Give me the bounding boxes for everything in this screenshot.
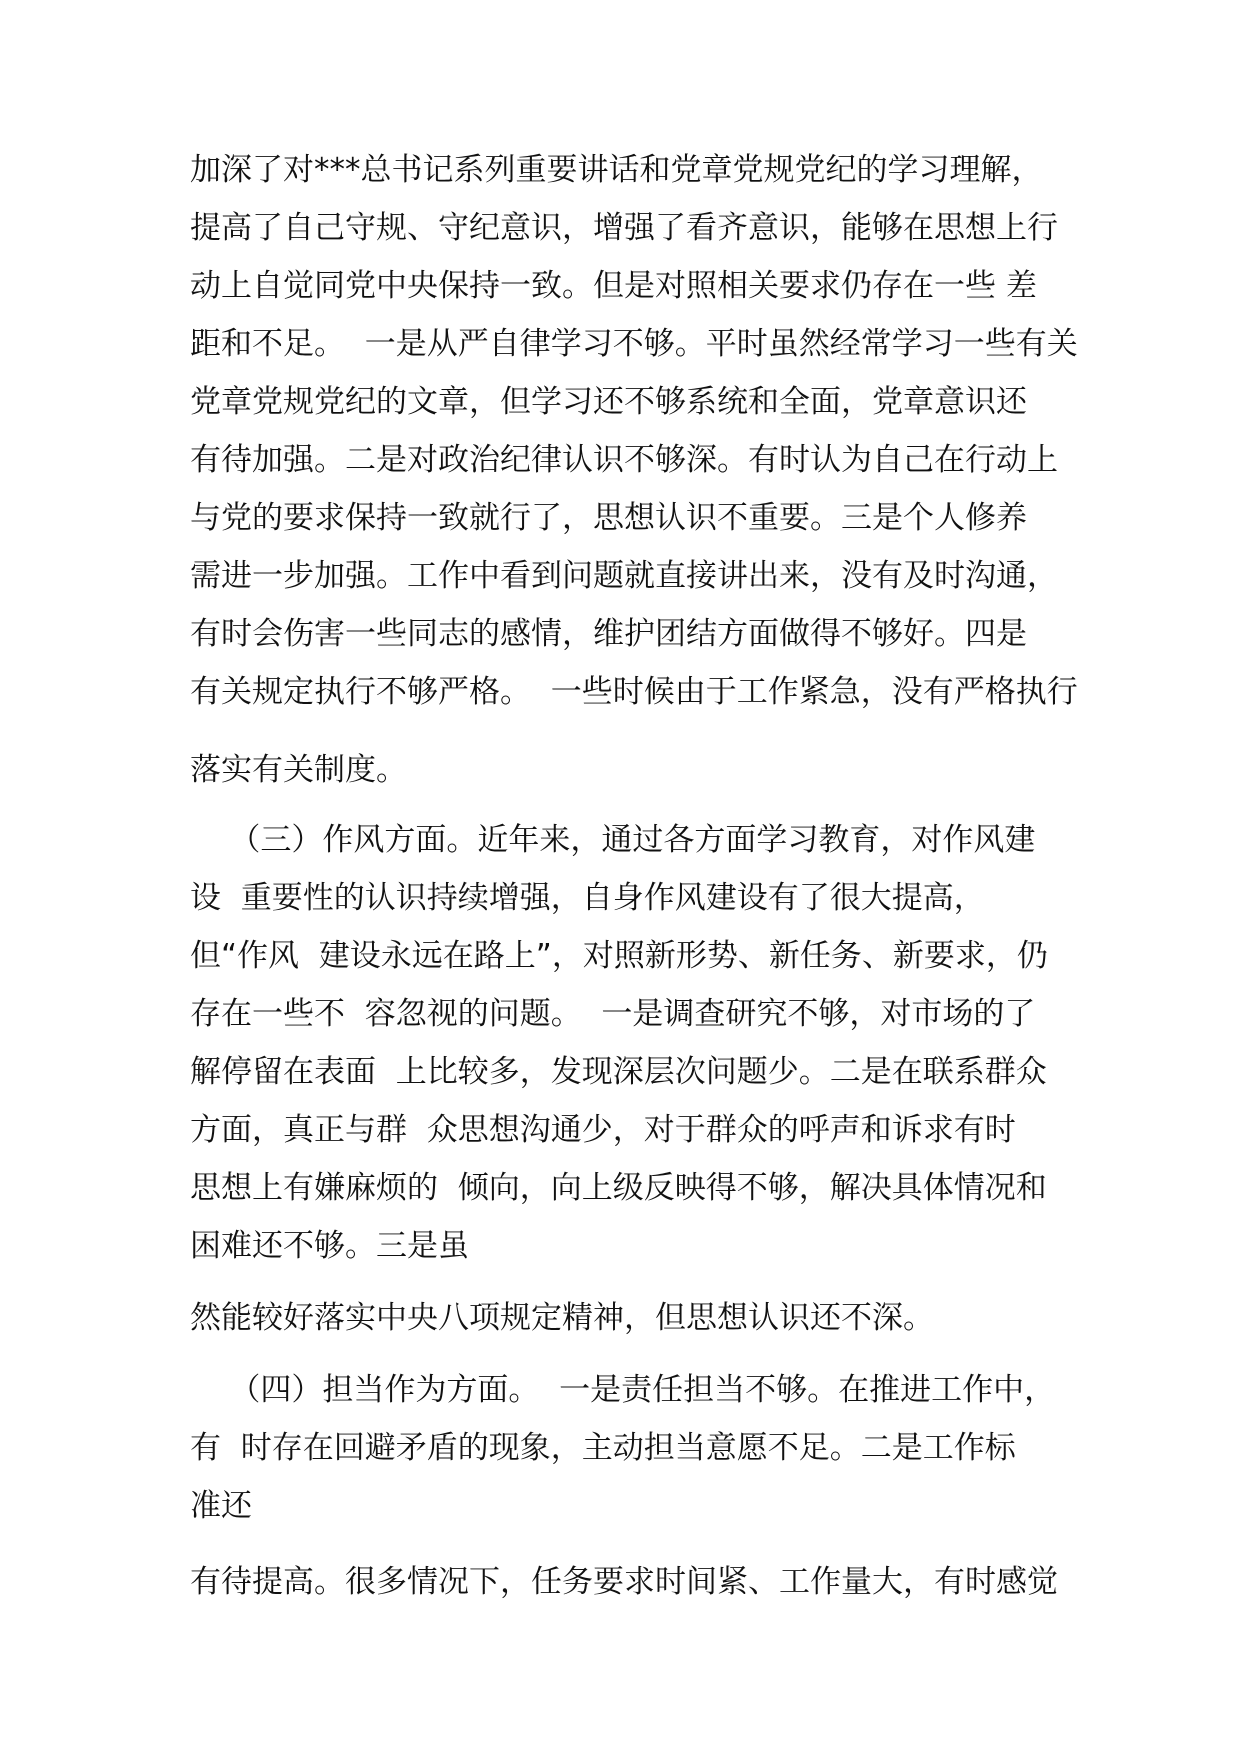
text-line: 思想上有嫌麻烦的 倾向，向上级反映得不够，解决具体情况和 <box>190 1170 1047 1206</box>
text-line: 有时会伤害一些同志的感情，维护团结方面做得不够好。四是 <box>190 616 1027 652</box>
text-line: 加深了对***总书记系列重要讲话和党章党规党纪的学习理解， <box>190 152 1043 188</box>
text-line: 提高了自己守规、守纪意识，增强了看齐意识，能够在思想上行 <box>190 210 1058 246</box>
text-line: 设 重要性的认识持续增强，自身作风建设有了很大提高， <box>190 880 985 916</box>
text-line: 与党的要求保持一致就行了，思想认识不重要。三是个人修养 <box>190 500 1027 536</box>
text-line: 有 时存在回避矛盾的现象，主动担当意愿不足。二是工作标 <box>190 1430 1016 1466</box>
text-line: （四）担当作为方面。 一是责任担当不够。在推进工作中， <box>190 1372 1056 1408</box>
text-line: 但“作风 建设永远在路上”，对照新形势、新任务、新要求，仍 <box>190 938 1048 974</box>
text-line: 党章党规党纪的文章，但学习还不够系统和全面，党章意识还 <box>190 384 1027 420</box>
text-line: 准还 <box>190 1488 252 1524</box>
text-line: 落实有关制度。 <box>190 752 407 788</box>
text-line: 距和不足。 一是从严自律学习不够。平时虽然经常学习一些有关 <box>190 326 1078 362</box>
text-line: 解停留在表面 上比较多，发现深层次问题少。二是在联系群众 <box>190 1054 1047 1090</box>
text-line: 困难还不够。三是虽 <box>190 1228 469 1264</box>
text-line: 有待加强。二是对政治纪律认识不够深。有时认为自己在行动上 <box>190 442 1058 478</box>
text-line: 存在一些不 容忽视的问题。 一是调查研究不够，对市场的了 <box>190 996 1036 1032</box>
text-line: （三）作风方面。近年来，通过各方面学习教育，对作风建 <box>190 822 1036 858</box>
text-line: 有关规定执行不够严格。 一些时候由于工作紧急，没有严格执行 <box>190 674 1078 710</box>
text-line: 需进一步加强。工作中看到问题就直接讲出来，没有及时沟通， <box>190 558 1058 594</box>
text-line: 方面，真正与群 众思想沟通少，对于群众的呼声和诉求有时 <box>190 1112 1016 1148</box>
text-line: 动上自觉同党中央保持一致。但是对照相关要求仍存在一些 差 <box>190 268 1037 304</box>
text-line: 有待提高。很多情况下，任务要求时间紧、工作量大，有时感觉 <box>190 1564 1058 1600</box>
text-line: 然能较好落实中央八项规定精神，但思想认识还不深。 <box>190 1300 934 1336</box>
